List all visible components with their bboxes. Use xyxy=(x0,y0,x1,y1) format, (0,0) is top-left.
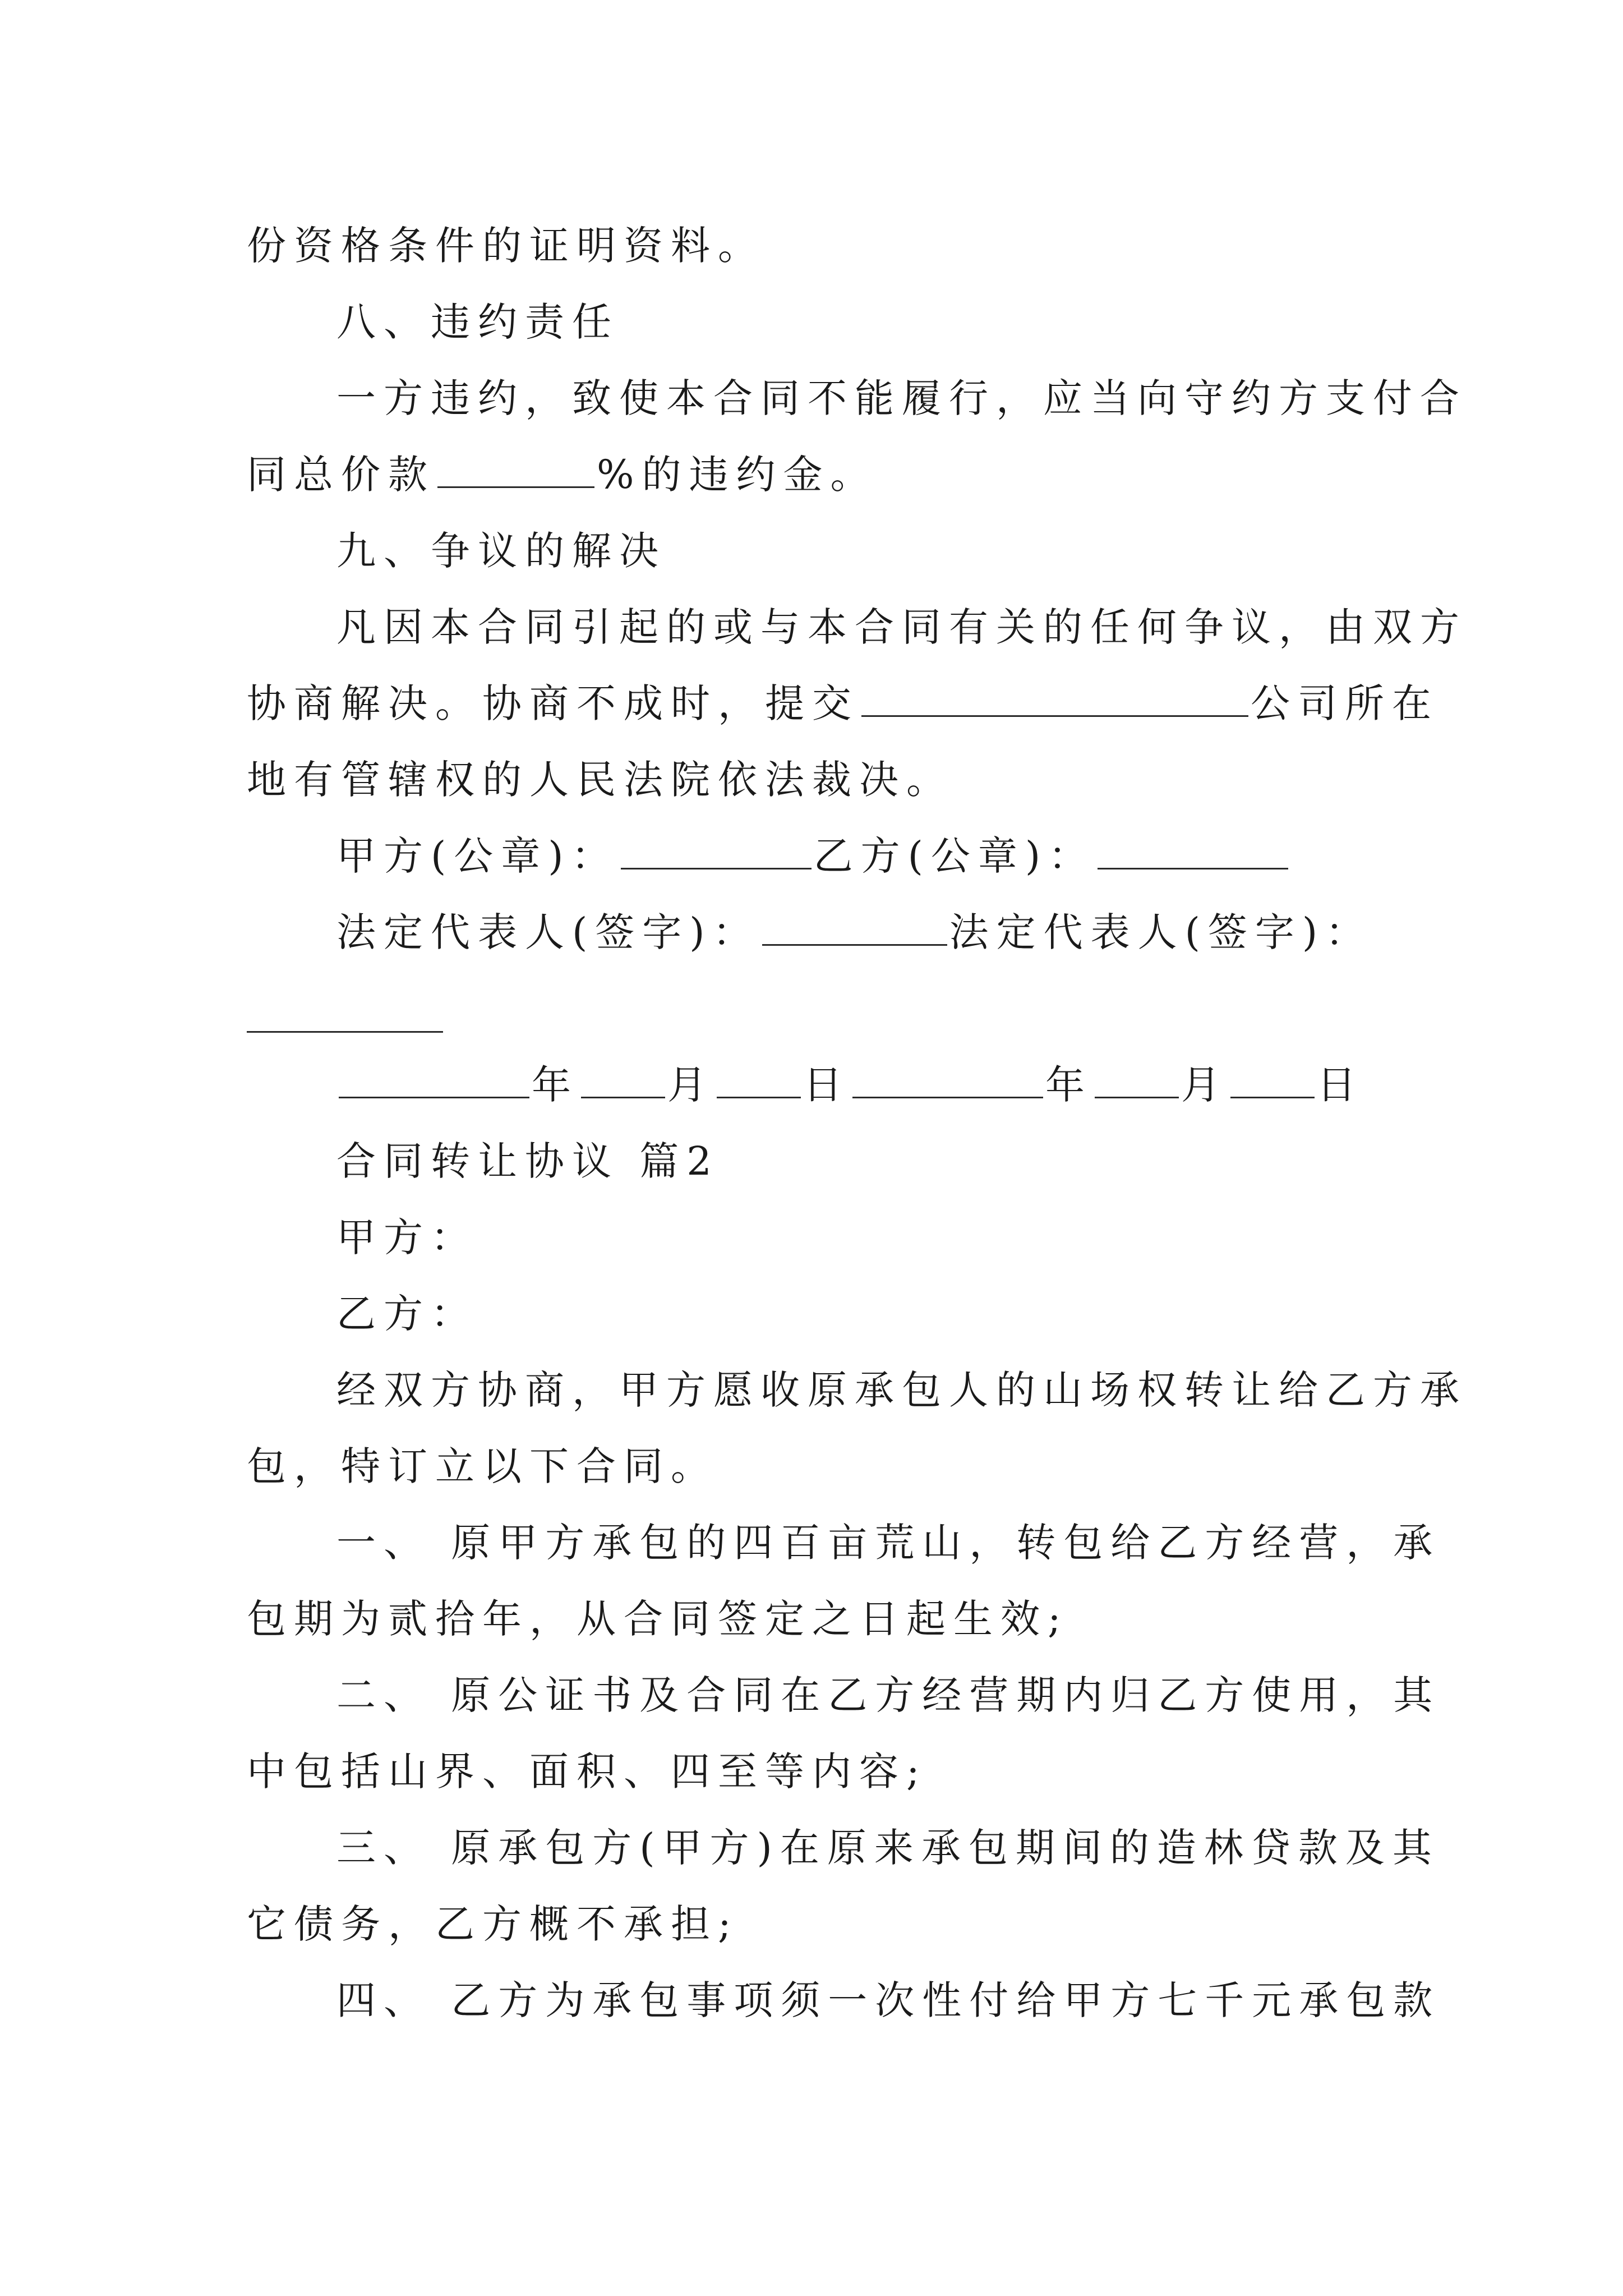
blank-field-percentage xyxy=(437,452,594,488)
party-b-label: 乙方： xyxy=(336,1291,478,1337)
paragraph-line xyxy=(247,448,1391,501)
blank-field-year xyxy=(852,1062,1043,1098)
signature-line-seals xyxy=(336,829,1391,883)
text-line: 四、 乙方为承包事项须一次性付给甲方七千元承包款 xyxy=(336,1977,1441,2023)
paragraph-line xyxy=(247,677,1439,730)
day-label: 日 xyxy=(1317,1062,1364,1108)
text-line: 协商解决。协商不成时，提交 xyxy=(247,680,859,726)
blank-field-year xyxy=(339,1062,529,1098)
blank-field-month xyxy=(1095,1062,1179,1098)
text-line: 一、 原甲方承包的四百亩荒山，转包给乙方经营，承 xyxy=(336,1520,1441,1566)
paragraph-line xyxy=(247,1592,1391,1646)
month-label: 月 xyxy=(1181,1062,1228,1108)
clause-line xyxy=(336,1516,1441,1570)
blank-field-day xyxy=(717,1062,801,1098)
paragraph-line xyxy=(247,1439,1391,1493)
clause-line xyxy=(336,1668,1441,1722)
title-text: 合同转让协议 篇2 xyxy=(336,1138,720,1184)
paragraph-line xyxy=(247,219,1391,273)
party-b-seal-label: 乙方(公章)： xyxy=(813,833,1096,879)
paragraph-line xyxy=(336,1363,1467,1417)
signature-line-representatives xyxy=(336,905,1391,959)
paragraph-line xyxy=(247,753,1391,807)
text-line: 中包括山界、面积、四至等内容; xyxy=(247,1749,928,1795)
blank-field-month xyxy=(581,1062,665,1098)
blank-field-company xyxy=(861,680,1248,717)
month-label: 月 xyxy=(667,1062,714,1108)
paragraph-line xyxy=(336,600,1467,654)
blank-field-party-a-seal xyxy=(621,833,811,869)
party-a-line xyxy=(336,1211,1391,1264)
text-line: 同总价款 xyxy=(247,452,435,498)
paragraph-line xyxy=(247,1897,1391,1951)
party-a-label: 甲方： xyxy=(336,1214,478,1260)
paragraph-line xyxy=(336,371,1467,425)
year-label: 年 xyxy=(532,1062,579,1108)
section-heading xyxy=(336,295,1391,349)
blank-field-party-a-representative xyxy=(762,909,947,946)
text-line: 二、 原公证书及合同在乙方经营期内归乙方使用，其 xyxy=(336,1672,1441,1718)
text-line: 经双方协商，甲方愿收原承包人的山场权转让给乙方承 xyxy=(336,1367,1467,1413)
clause-line xyxy=(336,1973,1441,2027)
party-a-seal-label: 甲方(公章)： xyxy=(336,833,619,879)
blank-field-party-b-representative xyxy=(247,1031,443,1033)
year-label: 年 xyxy=(1045,1062,1092,1108)
clause-line xyxy=(336,1821,1440,1875)
text-line: 一方违约，致使本合同不能履行，应当向守约方支付合 xyxy=(336,375,1467,421)
date-line xyxy=(336,1058,1391,1112)
party-b-representative-label: 法定代表人(签字)： xyxy=(949,909,1373,955)
day-label: 日 xyxy=(803,1062,850,1108)
text-line: 包，特订立以下合同。 xyxy=(247,1443,718,1489)
blank-field-day xyxy=(1230,1062,1315,1098)
paragraph-line xyxy=(247,1745,1391,1798)
heading-text: 八、违约责任 xyxy=(336,299,619,345)
text-line: 份资格条件的证明资料。 xyxy=(247,223,765,269)
text-line: %的违约金。 xyxy=(597,452,878,498)
document-title xyxy=(336,1134,1391,1188)
blank-field-party-b-seal xyxy=(1098,833,1288,869)
text-line: 三、 原承包方(甲方)在原来承包期间的造林贷款及其 xyxy=(336,1825,1440,1871)
section-heading xyxy=(336,524,1391,578)
text-line: 公司所在 xyxy=(1251,680,1439,726)
text-line: 包期为贰拾年，从合同签定之日起生效; xyxy=(247,1596,1069,1642)
party-b-line xyxy=(336,1287,1391,1341)
text-line: 它债务，乙方概不承担; xyxy=(247,1901,739,1947)
party-a-representative-label: 法定代表人(签字)： xyxy=(336,909,760,955)
text-line: 地有管辖权的人民法院依法裁决。 xyxy=(247,757,953,803)
text-line: 凡因本合同引起的或与本合同有关的任何争议，由双方 xyxy=(336,604,1467,650)
heading-text: 九、争议的解决 xyxy=(336,528,666,574)
